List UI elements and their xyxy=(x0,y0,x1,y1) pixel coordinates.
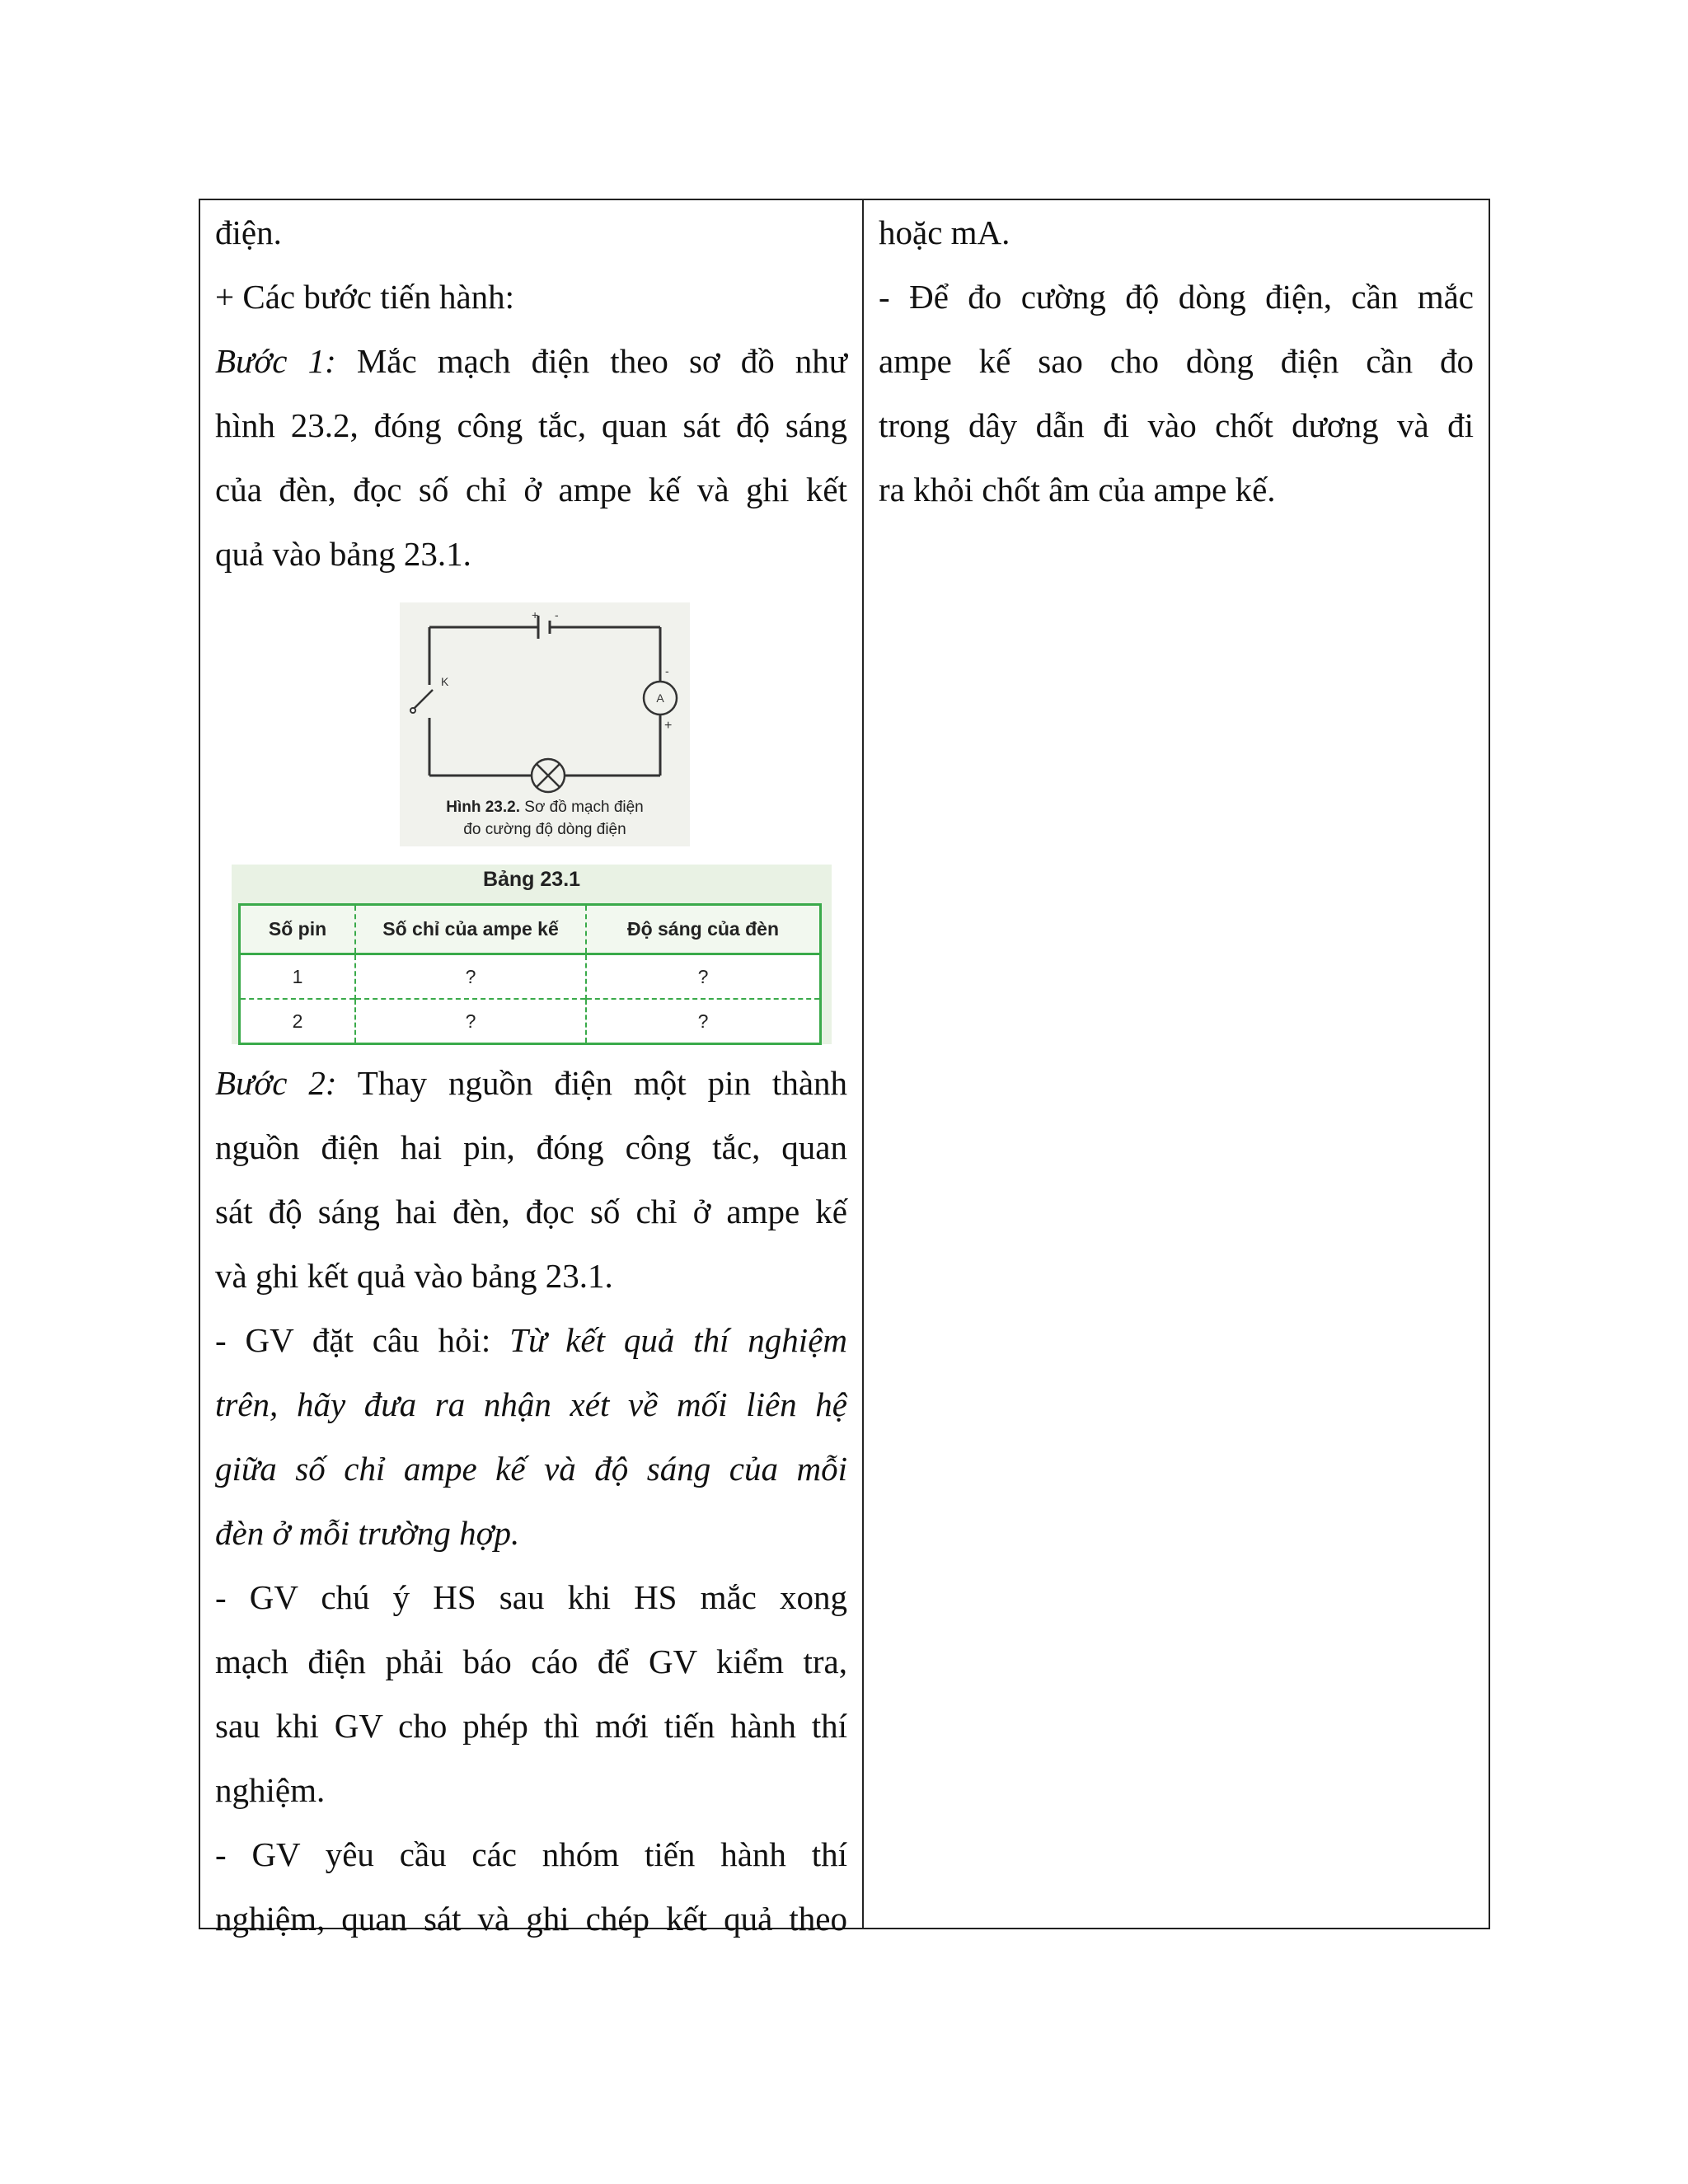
battery-plus-label: + xyxy=(532,608,539,621)
text-line: đèn ở mỗi trường hợp. xyxy=(215,1514,520,1552)
figure-caption xyxy=(400,796,690,841)
table-cell: ? xyxy=(355,999,586,1044)
text-line: nghiệm. xyxy=(215,1771,326,1809)
text-line: ampe kế sao cho dòng điện cần đo xyxy=(879,342,1474,380)
step2-paragraph xyxy=(215,1051,847,1115)
right-column xyxy=(864,200,1489,1928)
lesson-table xyxy=(199,199,1490,1938)
caption-text-2: đo cường độ dòng điện xyxy=(463,821,626,838)
text-line: nghiệm, quan sát và ghi chép kết quả theo xyxy=(215,1900,847,1938)
text-line: của đèn, đọc số chỉ ở ampe kế và ghi kết xyxy=(215,471,847,509)
table-header: Số pin xyxy=(240,905,356,954)
ammeter-label: A xyxy=(656,691,664,705)
text-line: nguồn điện hai pin, đóng công tắc, quan xyxy=(215,1128,847,1166)
table-header: Số chỉ của ampe kế xyxy=(355,905,586,954)
table-figure xyxy=(232,865,832,1044)
table-header: Độ sáng của đèn xyxy=(586,905,821,954)
text-line: điện. xyxy=(215,213,282,251)
switch-label: K xyxy=(441,675,449,688)
text-line: sau khi GV cho phép thì mới tiến hành thí xyxy=(215,1707,847,1745)
caption-title: Hình 23.2. xyxy=(446,799,520,816)
table-row xyxy=(240,999,821,1044)
text-line: quả vào bảng 23.1. xyxy=(215,535,471,573)
text-line: ra khỏi chốt âm của ampe kế. xyxy=(879,471,1276,509)
text-line: trong dây dẫn đi vào chốt dương và đi xyxy=(879,406,1474,444)
step1-text: Mắc mạch điện theo sơ đồ như xyxy=(356,342,848,380)
text-line: và ghi kết quả vào bảng 23.1. xyxy=(215,1257,613,1295)
table-cell: 2 xyxy=(240,999,356,1044)
text-line: sát độ sáng hai đèn, đọc số chỉ ở ampe kế xyxy=(215,1193,847,1230)
text-line: - GV yêu cầu các nhóm tiến hành thí xyxy=(215,1835,847,1873)
table-cell: 1 xyxy=(240,954,356,1000)
question-prefix: - GV đặt câu hỏi: xyxy=(215,1321,491,1359)
text-line: hoặc mA. xyxy=(879,213,1010,251)
table-cell: ? xyxy=(586,999,821,1044)
text-line: hình 23.2, đóng công tắc, quan sát độ sáng xyxy=(215,406,847,444)
left-column xyxy=(200,200,864,1938)
steps-heading: + Các bước tiến hành: xyxy=(215,278,515,316)
table-cell: ? xyxy=(586,954,821,1000)
ammeter-plus-label: + xyxy=(664,719,673,733)
table-title: Bảng 23.1 xyxy=(482,868,581,891)
circuit-figure xyxy=(400,602,690,846)
step1-label: Bước 1: xyxy=(215,342,336,380)
battery-minus-label: - xyxy=(555,608,559,621)
table-row xyxy=(240,954,821,1000)
question-paragraph xyxy=(215,1308,847,1372)
step2-text: Thay nguồn điện một pin thành xyxy=(357,1064,848,1102)
ammeter-minus-label: - xyxy=(665,664,669,677)
question-text: Từ kết quả thí nghiệm xyxy=(509,1321,848,1359)
table-cell: ? xyxy=(355,954,586,1000)
text-line: giữa số chỉ ampe kế và độ sáng của mỗi xyxy=(215,1450,847,1488)
text-line: - Để đo cường độ dòng điện, cần mắc xyxy=(879,278,1474,316)
step1-paragraph xyxy=(215,329,847,393)
step2-label: Bước 2: xyxy=(215,1064,337,1102)
text-line: mạch điện phải báo cáo để GV kiểm tra, xyxy=(215,1643,847,1680)
text-line: trên, hãy đưa ra nhận xét về mối liên hệ xyxy=(215,1385,847,1423)
caption-text: Sơ đồ mạch điện xyxy=(524,799,644,816)
results-table xyxy=(238,903,822,1045)
text-line: - GV chú ý HS sau khi HS mắc xong xyxy=(215,1578,847,1616)
